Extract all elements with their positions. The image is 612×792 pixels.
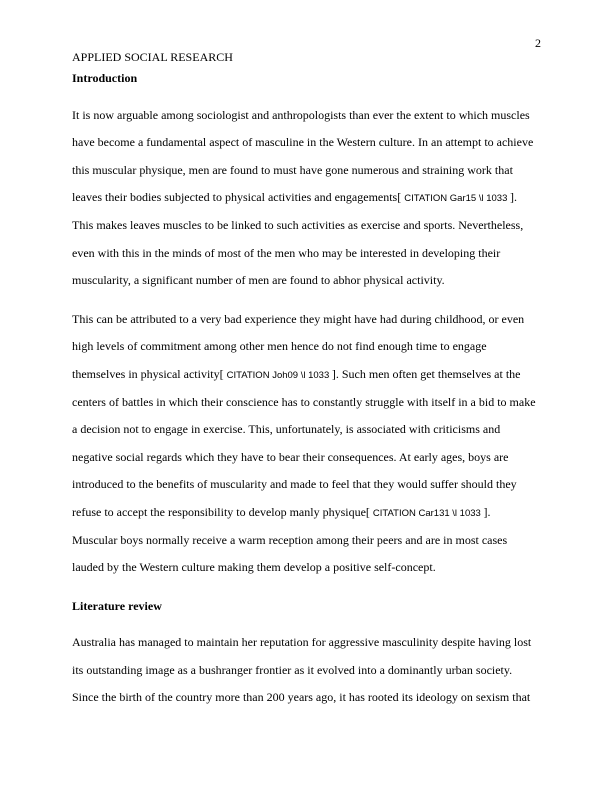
paragraph	[72, 629, 542, 712]
section-literature-review	[72, 593, 542, 712]
citation-field: CITATION Car131 \l 1033	[372, 507, 484, 519]
text-line: centers of battles in which their conscience has to constantly struggle with itself in a bid to make	[72, 394, 536, 409]
text-line: even with this in the minds of most of the men who may be interested in developing their	[72, 245, 501, 260]
citation-field: CITATION Joh09 \l 1033	[226, 369, 332, 381]
text-line: This makes leaves muscles to be linked to such activities as exercise and sports. Nevertheless,	[72, 217, 524, 232]
section-introduction	[72, 65, 542, 582]
text-line: refuse to accept the responsibility to develop manly physique[ CITATION Car131 \l 1033 ].	[72, 504, 491, 519]
text-line: introduced to the benefits of muscularity and made to feel that they would suffer should they	[72, 477, 517, 492]
text-line: Australia has managed to maintain her reputation for aggressive masculinity despite having lost	[72, 635, 532, 650]
text-line: muscularity, a significant number of men are found to abhor physical activity.	[72, 273, 445, 288]
paragraph	[72, 102, 542, 295]
spacer	[72, 582, 542, 593]
text-line: Muscular boys normally receive a warm reception among their peers and are in most cases	[72, 532, 508, 547]
text-line: a decision not to engage in exercise. This, unfortunately, is associated with criticisms and	[72, 422, 501, 437]
text-line: This can be attributed to a very bad experience they might have had during childhood, or even	[72, 311, 525, 326]
page-number: 2	[535, 36, 541, 50]
text-line: It is now arguable among sociologist and anthropologists than ever the extent to which muscles	[72, 107, 530, 122]
citation-field: CITATION Gar15 \l 1033	[404, 193, 511, 205]
spacer	[72, 620, 542, 629]
text-line: Since the birth of the country more than 200 years ago, it has rooted its ideology on sexism that	[72, 690, 531, 705]
text-line: negative social regards which they have to bear their consequences. At early ages, boys are	[72, 449, 509, 464]
section-heading: Literature review	[72, 598, 162, 613]
text-line: this muscular physique, men are found to must have gone numerous and straining work that	[72, 162, 513, 177]
section-heading: Introduction	[72, 71, 138, 85]
paragraph	[72, 306, 542, 582]
running-head: APPLIED SOCIAL RESEARCH	[72, 50, 233, 64]
text-line: themselves in physical activity[ CITATION Joh09 \l 1033 ]. Such men often get themselves at the	[72, 366, 521, 381]
text-line: its outstanding image as a bushranger frontier as it evolved into a dominantly urban society.	[72, 662, 513, 677]
spacer	[72, 93, 542, 102]
text-line: have become a fundamental aspect of masculine in the Western culture. In an attempt to achieve	[72, 135, 534, 150]
text-line: lauded by the Western culture making them develop a positive self-concept.	[72, 560, 436, 575]
text-line: high levels of commitment among other men hence do not find enough time to engage	[72, 339, 487, 354]
text-line: leaves their bodies subjected to physical activities and engagements[ CITATION Gar15 \l 1033 ].	[72, 190, 518, 205]
spacer	[72, 295, 542, 306]
document-body	[72, 65, 542, 712]
